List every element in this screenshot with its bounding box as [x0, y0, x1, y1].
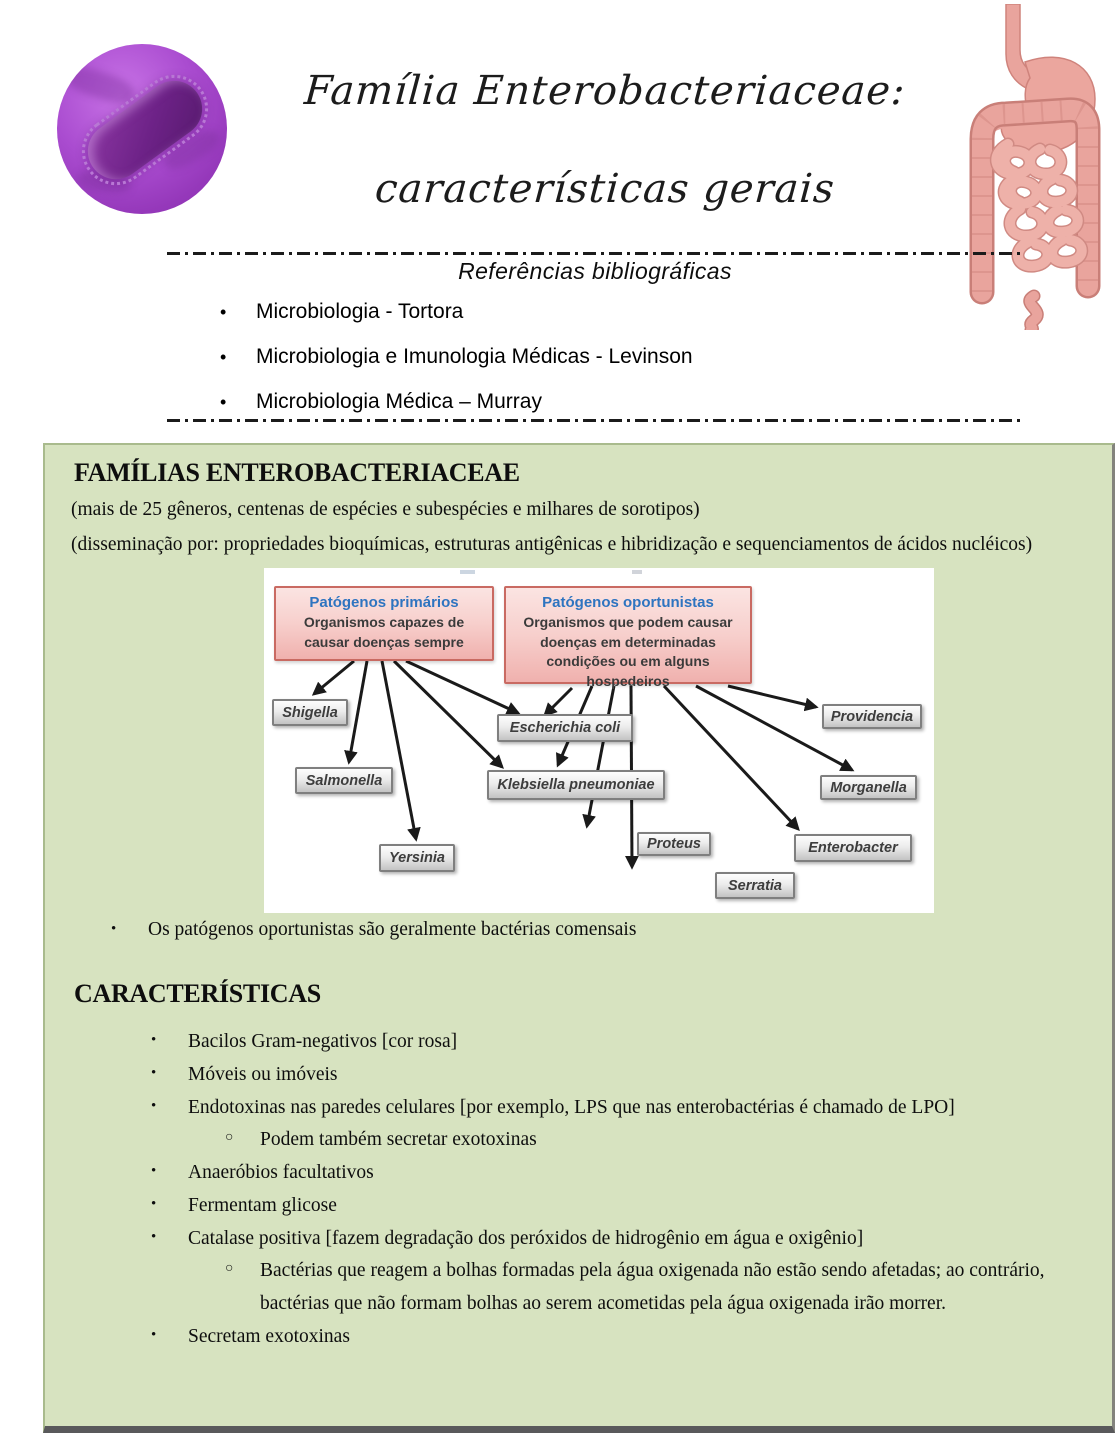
list-item-text: Secretam exotoxinas — [188, 1325, 350, 1347]
reference-item — [220, 345, 693, 369]
diagram-node-serratia: Serratia — [715, 872, 795, 899]
diagram-note-text: Os patógenos oportunistas são geralmente bactérias comensais — [148, 919, 637, 940]
families-subtitle-2: (disseminação por: propriedades bioquímicas, estruturas antigênicas e hibridização e sequenciamentos de ácidos nucléicos) — [71, 534, 1033, 555]
reference-text: Microbiologia - Tortora — [256, 300, 464, 323]
list-item — [45, 1190, 1112, 1223]
bullet-icon: • — [220, 392, 227, 412]
diagram-node-salmonella: Salmonella — [295, 767, 393, 794]
list-subitem — [45, 1255, 1112, 1321]
diagram-node-yersinia: Yersinia — [379, 844, 455, 872]
bullet-icon: • — [151, 1326, 157, 1343]
primary-pathogens-title: Patógenos primários — [309, 594, 459, 611]
list-item — [45, 1321, 1112, 1354]
content-panel — [43, 443, 1115, 1433]
bacteria-background-blob — [63, 62, 138, 108]
page-title-line2: características gerais — [373, 166, 837, 212]
list-item-text: Bactérias que reagem a bolhas formadas pela água oxigenada não estão sendo afetadas; ao contrário, bactérias que não formam bolhas ao serem acometidas pela água oxigenada irão morrer. — [260, 1260, 1045, 1314]
families-subtitle-1: (mais de 25 gêneros, centenas de espécies e subespécies e milhares de sorotipos) — [71, 499, 700, 520]
list-item — [45, 1059, 1112, 1092]
bullet-icon: • — [111, 921, 117, 937]
bacteria-image — [57, 44, 227, 214]
list-item-text: Bacilos Gram-negativos [cor rosa] — [188, 1031, 458, 1052]
opportunistic-pathogens-box — [504, 586, 752, 690]
bullet-icon: • — [151, 1064, 157, 1081]
diagram-note — [111, 919, 636, 941]
reference-item — [220, 300, 693, 324]
reference-item — [220, 390, 693, 414]
sub-bullet-icon: ○ — [225, 1261, 234, 1277]
bullet-icon: • — [220, 347, 227, 367]
list-item-text: Catalase positiva [fazem degradação dos peróxidos de hidrogênio em água e oxigênio] — [188, 1227, 864, 1249]
page-title-line1: Família Enterobacteriaceae: — [302, 68, 908, 114]
pathogen-diagram — [264, 568, 934, 913]
diagram-node-morganella: Morganella — [820, 775, 917, 800]
primary-pathogens-box — [274, 586, 494, 661]
reference-text: Microbiologia Médica – Murray — [256, 390, 542, 413]
opportunistic-pathogens-title: Patógenos oportunistas — [542, 594, 714, 611]
list-item-text: Anaeróbios facultativos — [188, 1162, 374, 1183]
list-subitem — [45, 1124, 1112, 1157]
list-item-text: Fermentam glicose — [188, 1194, 337, 1216]
opportunistic-pathogens-description: Organismos que podem causar doenças em determinadas condições ou em alguns hospedeiros — [523, 614, 733, 690]
diagram-node-proteus: Proteus — [637, 832, 711, 856]
bullet-icon: • — [151, 1032, 157, 1048]
list-item-text: Móveis ou imóveis — [188, 1063, 338, 1085]
references-list — [220, 300, 693, 435]
list-item-text: Endotoxinas nas paredes celulares [por exemplo, LPS que nas enterobactérias é chamado de LPO] — [188, 1096, 955, 1118]
characteristics-heading: CARACTERÍSTICAS — [74, 979, 321, 1008]
bullet-icon: • — [151, 1195, 157, 1212]
reference-text: Microbiologia e Imunologia Médicas - Levinson — [256, 345, 693, 368]
list-item — [45, 1092, 1112, 1125]
diagram-node-enterobacter: Enterobacter — [794, 834, 912, 862]
families-heading: FAMÍLIAS ENTEROBACTERIACEAE — [74, 458, 520, 487]
diagram-node-providencia: Providencia — [822, 704, 922, 729]
bullet-icon: • — [151, 1163, 157, 1179]
bullet-icon: • — [151, 1097, 157, 1114]
page-title — [295, 68, 915, 212]
list-item — [45, 1026, 1112, 1059]
diagram-node-escherichia-coli: Escherichia coli — [497, 714, 633, 742]
diagram-node-klebsiella: Klebsiella pneumoniae — [487, 770, 665, 800]
dash-dot-divider-bottom — [167, 419, 1023, 422]
bullet-icon: • — [151, 1228, 157, 1245]
list-item-text: Podem também secretar exotoxinas — [260, 1129, 537, 1151]
list-item — [45, 1157, 1112, 1190]
dash-dot-divider-top — [167, 252, 1023, 255]
characteristics-list — [45, 1026, 1112, 1354]
references-heading: Referências bibliográficas — [458, 258, 732, 284]
bullet-icon: • — [220, 302, 227, 322]
primary-pathogens-description: Organismos capazes de causar doenças sempre — [303, 614, 465, 650]
list-item — [45, 1223, 1112, 1256]
diagram-node-shigella: Shigella — [272, 699, 348, 726]
sub-bullet-icon: ○ — [225, 1130, 234, 1146]
